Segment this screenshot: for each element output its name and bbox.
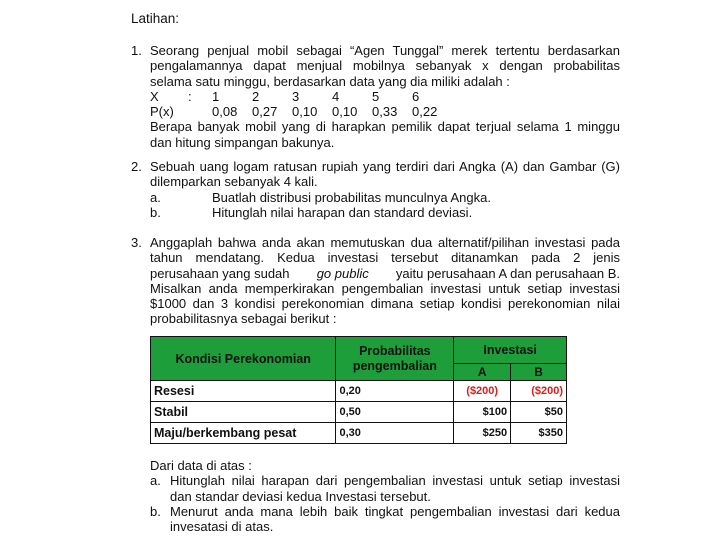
page-title: Latihan:	[131, 11, 180, 26]
cell-prob: 0,50	[336, 402, 454, 423]
cell-kondisi: Resesi	[151, 381, 336, 402]
px-value: 0,27	[252, 104, 278, 120]
px-value: 0,33	[372, 104, 398, 120]
px-value: 0,22	[412, 104, 438, 120]
q1-question-line-2: dan hitung simpangan bakunya.	[150, 134, 335, 150]
q3-go-public: go public	[316, 265, 369, 281]
footer-item-line: dan standar deviasi kedua Investasi tersebut.	[170, 488, 431, 504]
q1-line-1: Seorang penjual mobil sebagai “Agen Tunggal” merek tertentu berdasarkan	[150, 43, 620, 58]
cell-a: $100	[454, 402, 511, 423]
x-value: 6	[412, 88, 420, 104]
q1-question-line-1: Berapa banyak mobil yang di harapkan pemilik dapat terjual selama 1 minggu	[150, 119, 620, 135]
q2-line-1: Sebuah uang logam ratusan rupiah yang terdiri dari Angka (A) dan Gambar (G)	[150, 159, 620, 174]
px-value: 0,10	[332, 104, 358, 120]
footer-item-b	[150, 504, 620, 535]
footer-item-label: a.	[150, 473, 161, 489]
header-investasi: Investasi	[454, 337, 567, 364]
cell-kondisi: Maju/berkembang pesat	[151, 423, 336, 444]
footer-item-label: b.	[150, 503, 161, 519]
cell-prob: 0,30	[336, 423, 454, 444]
q3-line-6: probabilitasnya sebagai berikut :	[150, 311, 337, 327]
cell-b: $350	[511, 423, 567, 444]
question-number: 2.	[131, 159, 142, 174]
cell-kondisi: Stabil	[151, 402, 336, 423]
q2-sub-a	[150, 190, 620, 205]
sub-label: b.	[150, 204, 161, 220]
sub-label: a.	[150, 189, 161, 205]
investment-table	[150, 336, 567, 444]
q3-line-5: $1000 dan 3 kondisi perekonomian dimana setiap kondisi perekonomian nilai	[150, 296, 620, 312]
question-number: 3.	[131, 235, 142, 250]
cell-a: $250	[454, 423, 511, 444]
q2-sub-b	[150, 205, 620, 220]
sub-text: Buatlah distribusi probabilitas munculnya Angka.	[212, 189, 491, 205]
footer-item-line: invesatasi di atas.	[170, 519, 274, 535]
px-values-row	[150, 104, 620, 119]
header-kondisi: Kondisi Perekonomian	[151, 337, 336, 381]
table-row	[151, 381, 567, 402]
table-row	[151, 402, 567, 423]
footer-item-line: Hitunglah nilai harapan dari pengembalian investasi untuk setiap investasi	[170, 473, 620, 489]
q1-line-2: pengalamannya dapat menjual mobilnya sebanyak x dengan probabilitas	[150, 58, 620, 74]
q2-line-2: dilemparkan sebanyak 4 kali.	[150, 174, 318, 190]
followup-questions	[150, 458, 620, 534]
px-value: 0,10	[292, 104, 318, 120]
footer-item-line: Menurut anda mana lebih baik tingkat pengembalian investasi dari kedua	[170, 503, 620, 519]
footer-item-a	[150, 473, 620, 504]
cell-prob: 0,20	[336, 381, 454, 402]
cell-b: ($200)	[511, 381, 567, 402]
q3-line-3-b: yaitu perusahaan A dan perusahaan B.	[395, 265, 620, 281]
footer-intro: Dari data di atas :	[150, 458, 252, 473]
table-row	[151, 423, 567, 444]
q3-line-2: tahun mendatang. Kedua investasi tersebut ditanamkan pada 2 jenis	[150, 250, 620, 266]
x-value: 4	[332, 88, 340, 104]
x-value: 5	[372, 88, 380, 104]
x-separator: :	[188, 88, 192, 104]
header-b: B	[511, 364, 567, 381]
question-number: 1.	[131, 43, 142, 58]
x-value: 3	[292, 88, 300, 104]
x-values-row	[150, 89, 620, 104]
q3-line-3	[150, 266, 620, 281]
cell-a: ($200)	[454, 381, 511, 402]
sub-text: Hitunglah nilai harapan dan standard deviasi.	[212, 204, 473, 220]
x-value: 2	[252, 88, 260, 104]
header-a: A	[454, 364, 511, 381]
cell-b: $50	[511, 402, 567, 423]
q3-line-3-a: perusahaan yang sudah	[150, 265, 290, 281]
q3-line-1: Anggaplah bahwa anda akan memutuskan dua alternatif/pilihan investasi pada	[150, 235, 620, 250]
q1-line-3: selama satu minggu, berdasarkan data yang dia miliki adalah :	[150, 73, 510, 89]
x-label: X	[150, 88, 159, 104]
px-label: P(x)	[150, 104, 174, 120]
px-value: 0,08	[212, 104, 238, 120]
q3-line-4: Misalkan anda memperkirakan pengembalian investasi untuk setiap investasi	[150, 280, 620, 296]
x-value: 1	[212, 88, 220, 104]
header-probabilitas: Probabilitas pengembalian	[336, 337, 454, 381]
